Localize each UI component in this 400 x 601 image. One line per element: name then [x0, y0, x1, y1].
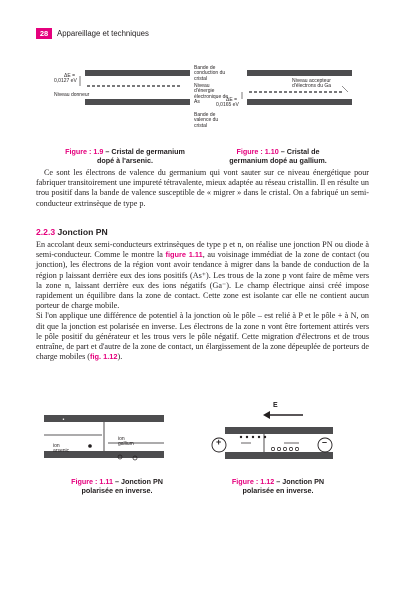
body-text — [36, 240, 369, 362]
donor-level-label: Niveau donneur — [54, 92, 90, 98]
minus-sign: – — [322, 437, 328, 447]
figure-1-11 — [36, 406, 176, 470]
running-title: Appareillage et techniques — [57, 28, 149, 38]
delta-e-value-left: 0,0127 eV — [54, 78, 77, 84]
figure-1-9-caption: Figure : 1.9 – Cristal de germanium dopé à l'arsenic. — [65, 147, 185, 165]
plus-sign: + — [216, 437, 222, 447]
conduction-band-right — [247, 70, 352, 76]
page-number: 28 — [36, 28, 52, 39]
figure-1-11-caption: Figure : 1.11 – Jonction PN polarisée en inverse. — [71, 477, 163, 495]
section-heading: 2.2.3 Jonction PN — [36, 227, 108, 237]
top-band — [225, 427, 333, 434]
valence-band-label: Bande de valence du cristal — [194, 112, 219, 129]
conduction-band-left — [85, 70, 190, 76]
ion-gallium-label: ion gallium — [118, 436, 134, 448]
page-header — [36, 27, 149, 39]
valence-band-right — [247, 99, 352, 105]
delta-e-label-left: ΔE = — [64, 73, 75, 79]
paragraph-1: Ce sont les électrons de valence du germanium qui vont sauter sur ce niveau énergétique pour fabriquer transitoirement une impureté tétravalente, mieux adaptée au réseau cristallin. Il en résulte un trou positif dans la bande de valence susceptible de « migrer » dans le cristal. On a fabriqué un semi-conducteur extrinsèque de type p. — [36, 168, 369, 208]
figure-1-10-caption: Figure : 1.10 – Cristal de germanium dopé au gallium. — [229, 147, 327, 165]
figure-1-12 — [207, 403, 347, 473]
field-label: E — [273, 402, 278, 409]
conduction-band-label: Bande de conduction du cristal — [194, 65, 226, 82]
figure-1-12-caption: Figure : 1.12 – Jonction PN polarisée en inverse. — [231, 477, 325, 495]
paragraph-2: En accolant deux semi-conducteurs extrinsèques de type p et n, on réalise une jonction PN ou diode à semi-conducteur. Comme le montre la figure 1.11, au voisinage immédiat de la zone de contact (ou jonction), les électrons de la région vont avoir tendance à migrer dans la bande de conduction de la région p laissant derrière eux des ions positifs (As⁺). Les trous de la zone p vont faire de même vers la zone n, laissant derrière eux des ions négatifs (Ga⁻). Le champ électrique ainsi créé impose rapidement un équilibre dans la zone de contact. Cette zone est isolante car elle ne contient aucun porteur de charge mobile. — [36, 240, 370, 311]
electron-dot — [88, 444, 92, 448]
figure-1-9-1-10 — [36, 62, 366, 142]
acceptor-level-label: Niveau accepteur d'électrons du Ga — [292, 78, 332, 90]
delta-e-value-right: 0,0165 eV — [216, 102, 239, 108]
ion-arsenic-label: ion arsenic — [53, 443, 70, 455]
bottom-band — [225, 452, 333, 459]
delta-e-label-right: ΔE = — [226, 97, 237, 103]
svg-text:•: • — [62, 417, 65, 423]
valence-band-left — [85, 99, 190, 105]
donor-energy-label: Niveau d'énergie électronique de As — [194, 83, 229, 106]
paragraph-3: Si l'on applique une différence de potentiel à la jonction où le pôle – est relié à P et le pôle + à N, on dit que la jonction est polarisée en inverse. Les électrons de la zone n vont être fortement attirés vers le pôle positif du générateur et les trous vers le pôle négatif. Cette migration d'électrons et de trous entraîne, de part et d'autre de la zone de contact, un élargissement de la zone dépeuplée de porteurs de charge mobiles (fig. 1.12). — [36, 311, 369, 362]
